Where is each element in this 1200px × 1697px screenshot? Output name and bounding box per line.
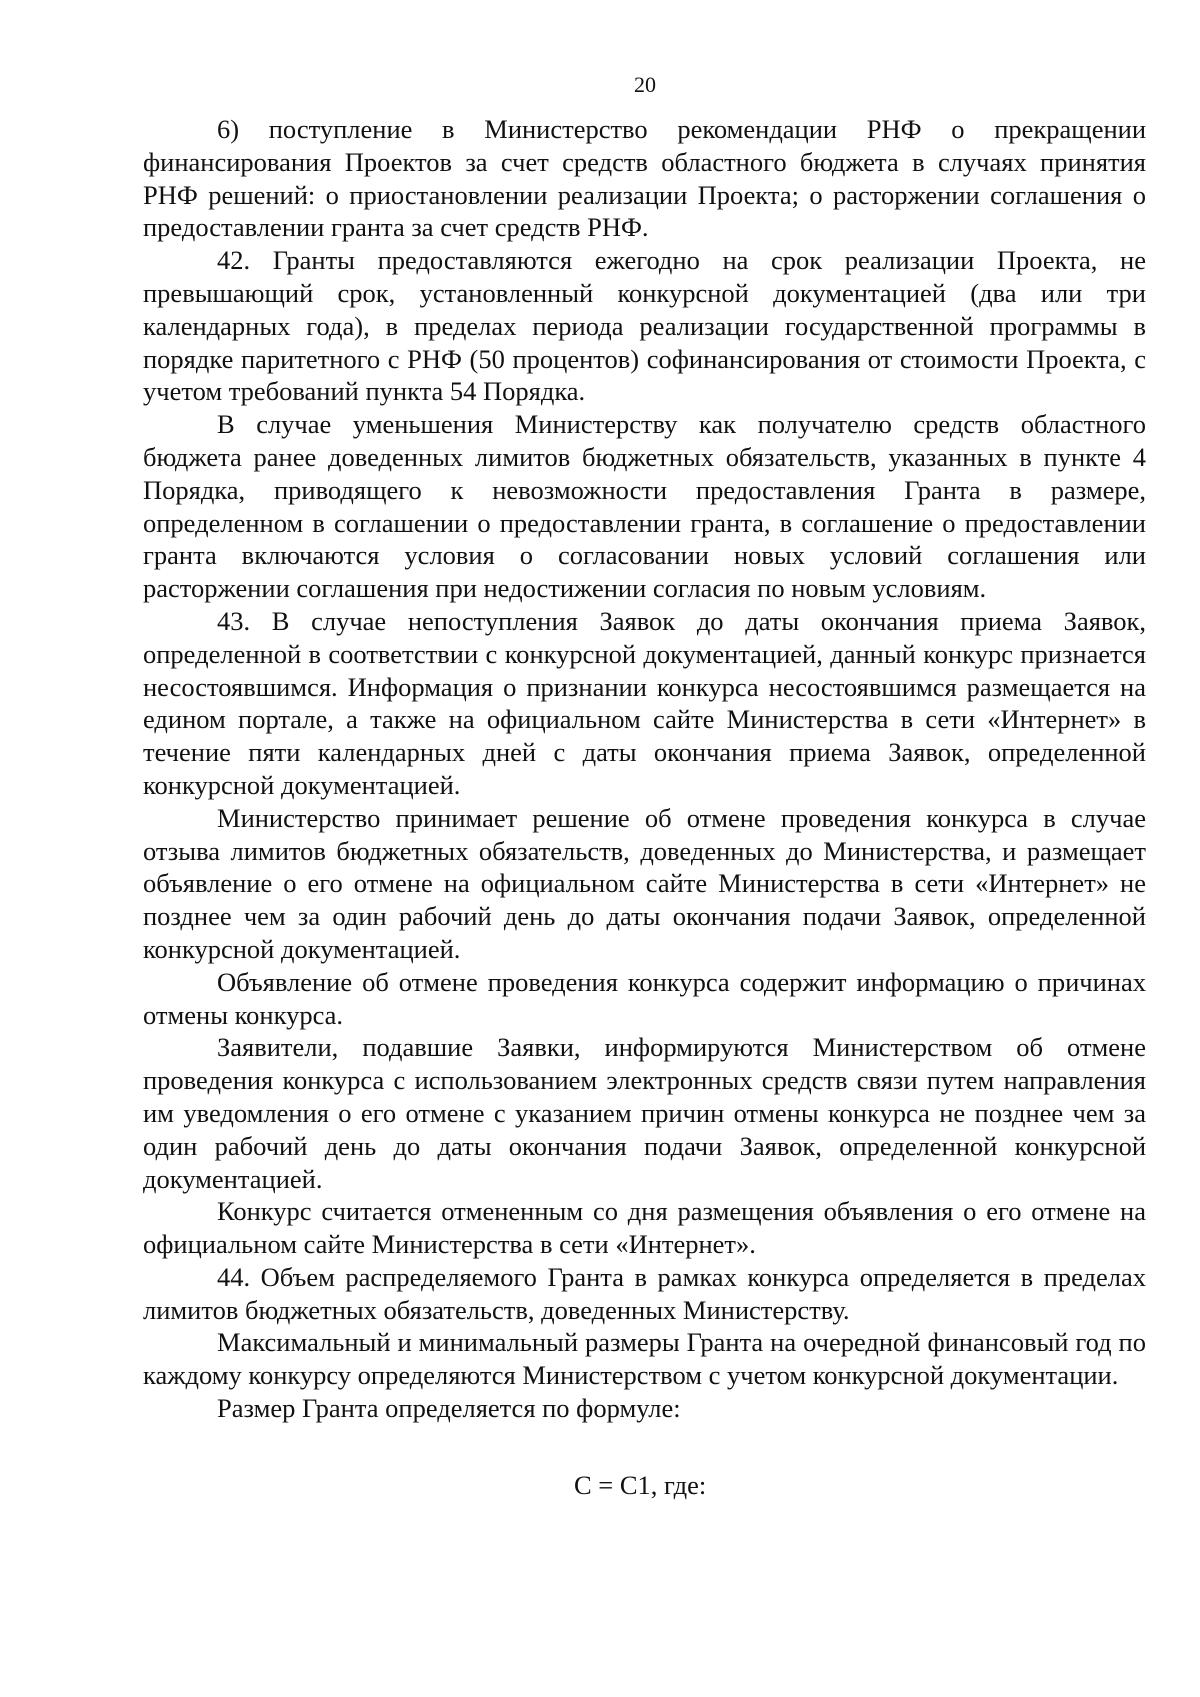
document-body — [143, 113, 1146, 1501]
grant-formula: С = С1, где: — [574, 1469, 707, 1500]
paragraph-clause-43: 43. В случае непоступления Заявок до даты окончания приема Заявок, определенной в соответствии с конкурсной документацией, данный конкурс признается несостоявшимся. Информация о признании конкурса несостоявшимся размещается на едином портале, а также на официальном сайте Министерства в сети «Интернет» в течение пяти календарных дней с даты окончания приема Заявок, определенной конкурсной документацией. — [143, 605, 1146, 800]
paragraph-cancellation-decision: Министерство принимает решение об отмене проведения конкурса в случае отзыва лимитов бюджетных обязательств, доведенных до Министерства, и размещает объявление о его отмене на официальном сайте Министерства в сети «Интернет» не позднее чем за один рабочий день до даты окончания подачи Заявок, определенной конкурсной документацией. — [143, 802, 1146, 964]
paragraph-formula-intro: Размер Гранта определяется по формуле: — [217, 1393, 681, 1424]
paragraph-cancellation-notice: Объявление об отмене проведения конкурса содержит информацию о причинах отмены конкурса. — [143, 966, 1146, 1030]
paragraph-grant-size-limits: Максимальный и минимальный размеры Гранта на очередной финансовый год по каждому конкурсу определяются Министерством с учетом конкурсной документации. — [143, 1327, 1146, 1391]
paragraph-limits-reduction: В случае уменьшения Министерству как получателю средств областного бюджета ранее доведенных лимитов бюджетных обязательств, указанных в пункте 4 Порядка, приводящего к невозможности предоставления Гранта в размере, определенном в соглашении о предоставлении гранта, в соглашение о предоставлении гранта включаются условия о согласовании новых условий соглашения или расторжении соглашения при недостижении согласия по новым условиям. — [143, 409, 1146, 604]
paragraph-item-6: 6) поступление в Министерство рекомендации РНФ о прекращении финансирования Проектов за счет средств областного бюджета в случаях принятия РНФ решений: о приостановлении реализации Проекта; о расторжении соглашения о предоставлении гранта за счет средств РНФ. — [143, 114, 1146, 243]
paragraph-applicants-notification: Заявители, подавшие Заявки, информируются Министерством об отмене проведения конкурса с использованием электронных средств связи путем направления им уведомления о его отмене с указанием причин отмены конкурса не позднее чем за один рабочий день до даты окончания подачи Заявок, определенной конкурсной документацией. — [143, 1032, 1146, 1194]
paragraph-cancellation-effective: Конкурс считается отмененным со дня размещения объявления о его отмене на официальном сайте Министерства в сети «Интернет». — [143, 1196, 1146, 1260]
paragraph-clause-42: 42. Гранты предоставляются ежегодно на срок реализации Проекта, не превышающий срок, установленный конкурсной документацией (два или три календарных года), в пределах периода реализации государственной программы в порядке паритетного с РНФ (50 процентов) софинансирования от стоимости Проекта, с учетом требований пункта 54 Порядка. — [143, 245, 1146, 407]
paragraph-clause-44: 44. Объем распределяемого Гранта в рамках конкурса определяется в пределах лимитов бюджетных обязательств, доведенных Министерству. — [143, 1261, 1146, 1325]
page-number: 20 — [634, 72, 656, 97]
